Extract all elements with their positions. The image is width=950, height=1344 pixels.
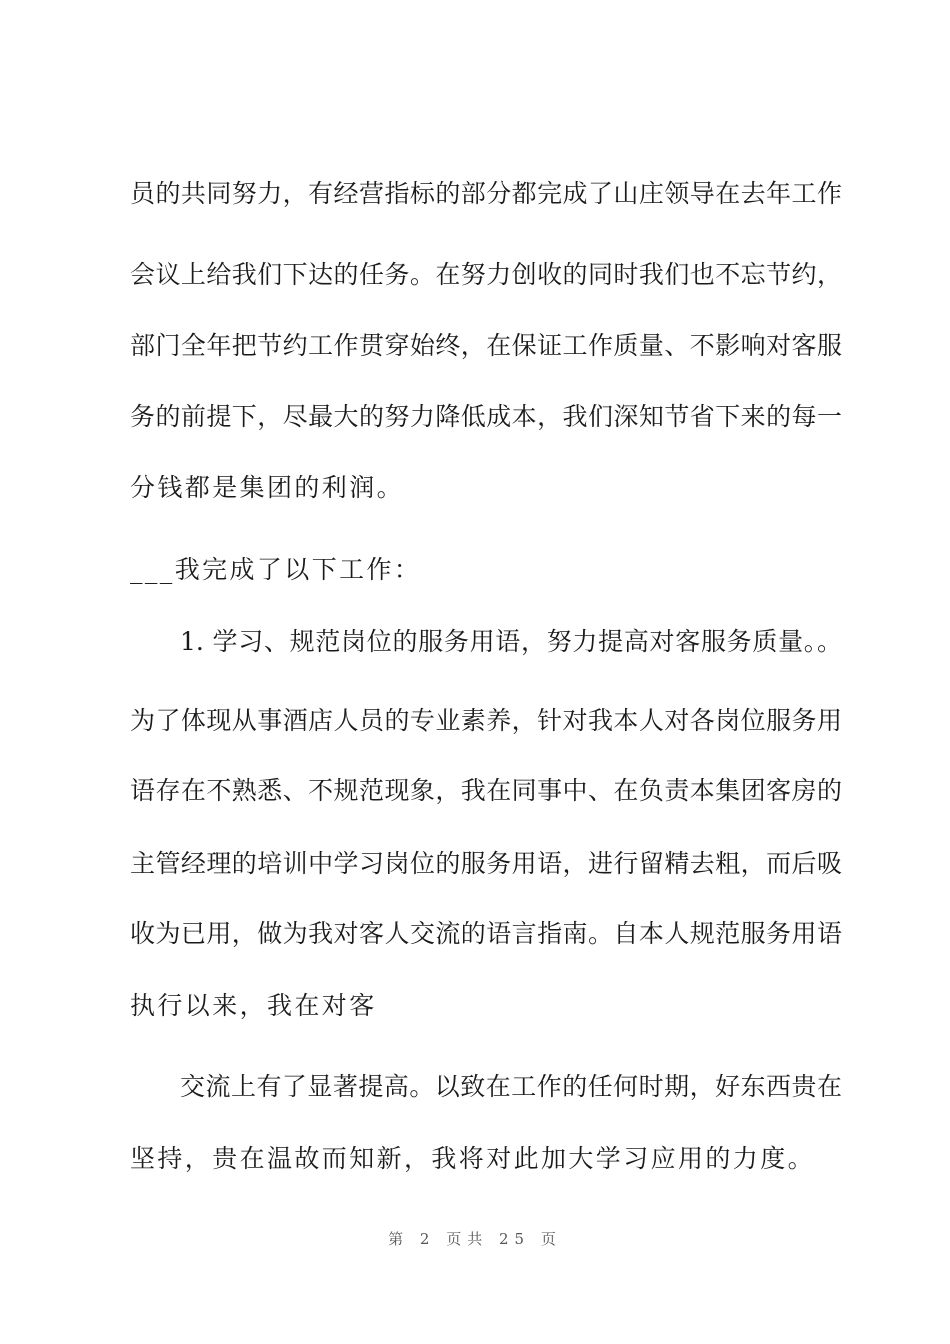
paragraph-line-7: 语存在不熟悉、不规范现象，我在同事中、在负责本集团客房的 (130, 776, 842, 805)
paragraph-line-5: 分钱都是集团的利润。 (130, 473, 405, 502)
paragraph-line-2: 会议上给我们下达的任务。在努力创收的同时我们也不忘节约， (130, 260, 842, 289)
paragraph-line-10: 执行以来，我在对客 (130, 991, 377, 1020)
page-number-footer: 第 2 页共 25 页 (388, 1230, 562, 1248)
paragraph-line-9: 收为已用，做为我对客人交流的语言指南。自本人规范服务用语 (130, 919, 842, 948)
list-item-1-title: 1. 学习、规范岗位的服务用语，努力提高对客服务质量。。 (180, 627, 842, 656)
paragraph-line-11: 交流上有了显著提高。以致在工作的任何时期，好东西贵在 (180, 1072, 842, 1101)
work-list-heading: ___我完成了以下工作： (130, 555, 422, 584)
paragraph-line-4: 务的前提下，尽最大的努力降低成本，我们深知节省下来的每一 (130, 402, 842, 431)
paragraph-line-1: 员的共同努力，有经营指标的部分都完成了山庄领导在去年工作 (130, 179, 842, 208)
paragraph-line-8: 主管经理的培训中学习岗位的服务用语，进行留精去粗，而后吸 (130, 849, 842, 878)
paragraph-line-12: 坚持，贵在温故而知新，我将对此加大学习应用的力度。 (130, 1144, 816, 1173)
paragraph-line-3: 部门全年把节约工作贯穿始终，在保证工作质量、不影响对客服 (130, 331, 842, 360)
paragraph-line-6: 为了体现从事酒店人员的专业素养，针对我本人对各岗位服务用 (130, 706, 842, 735)
